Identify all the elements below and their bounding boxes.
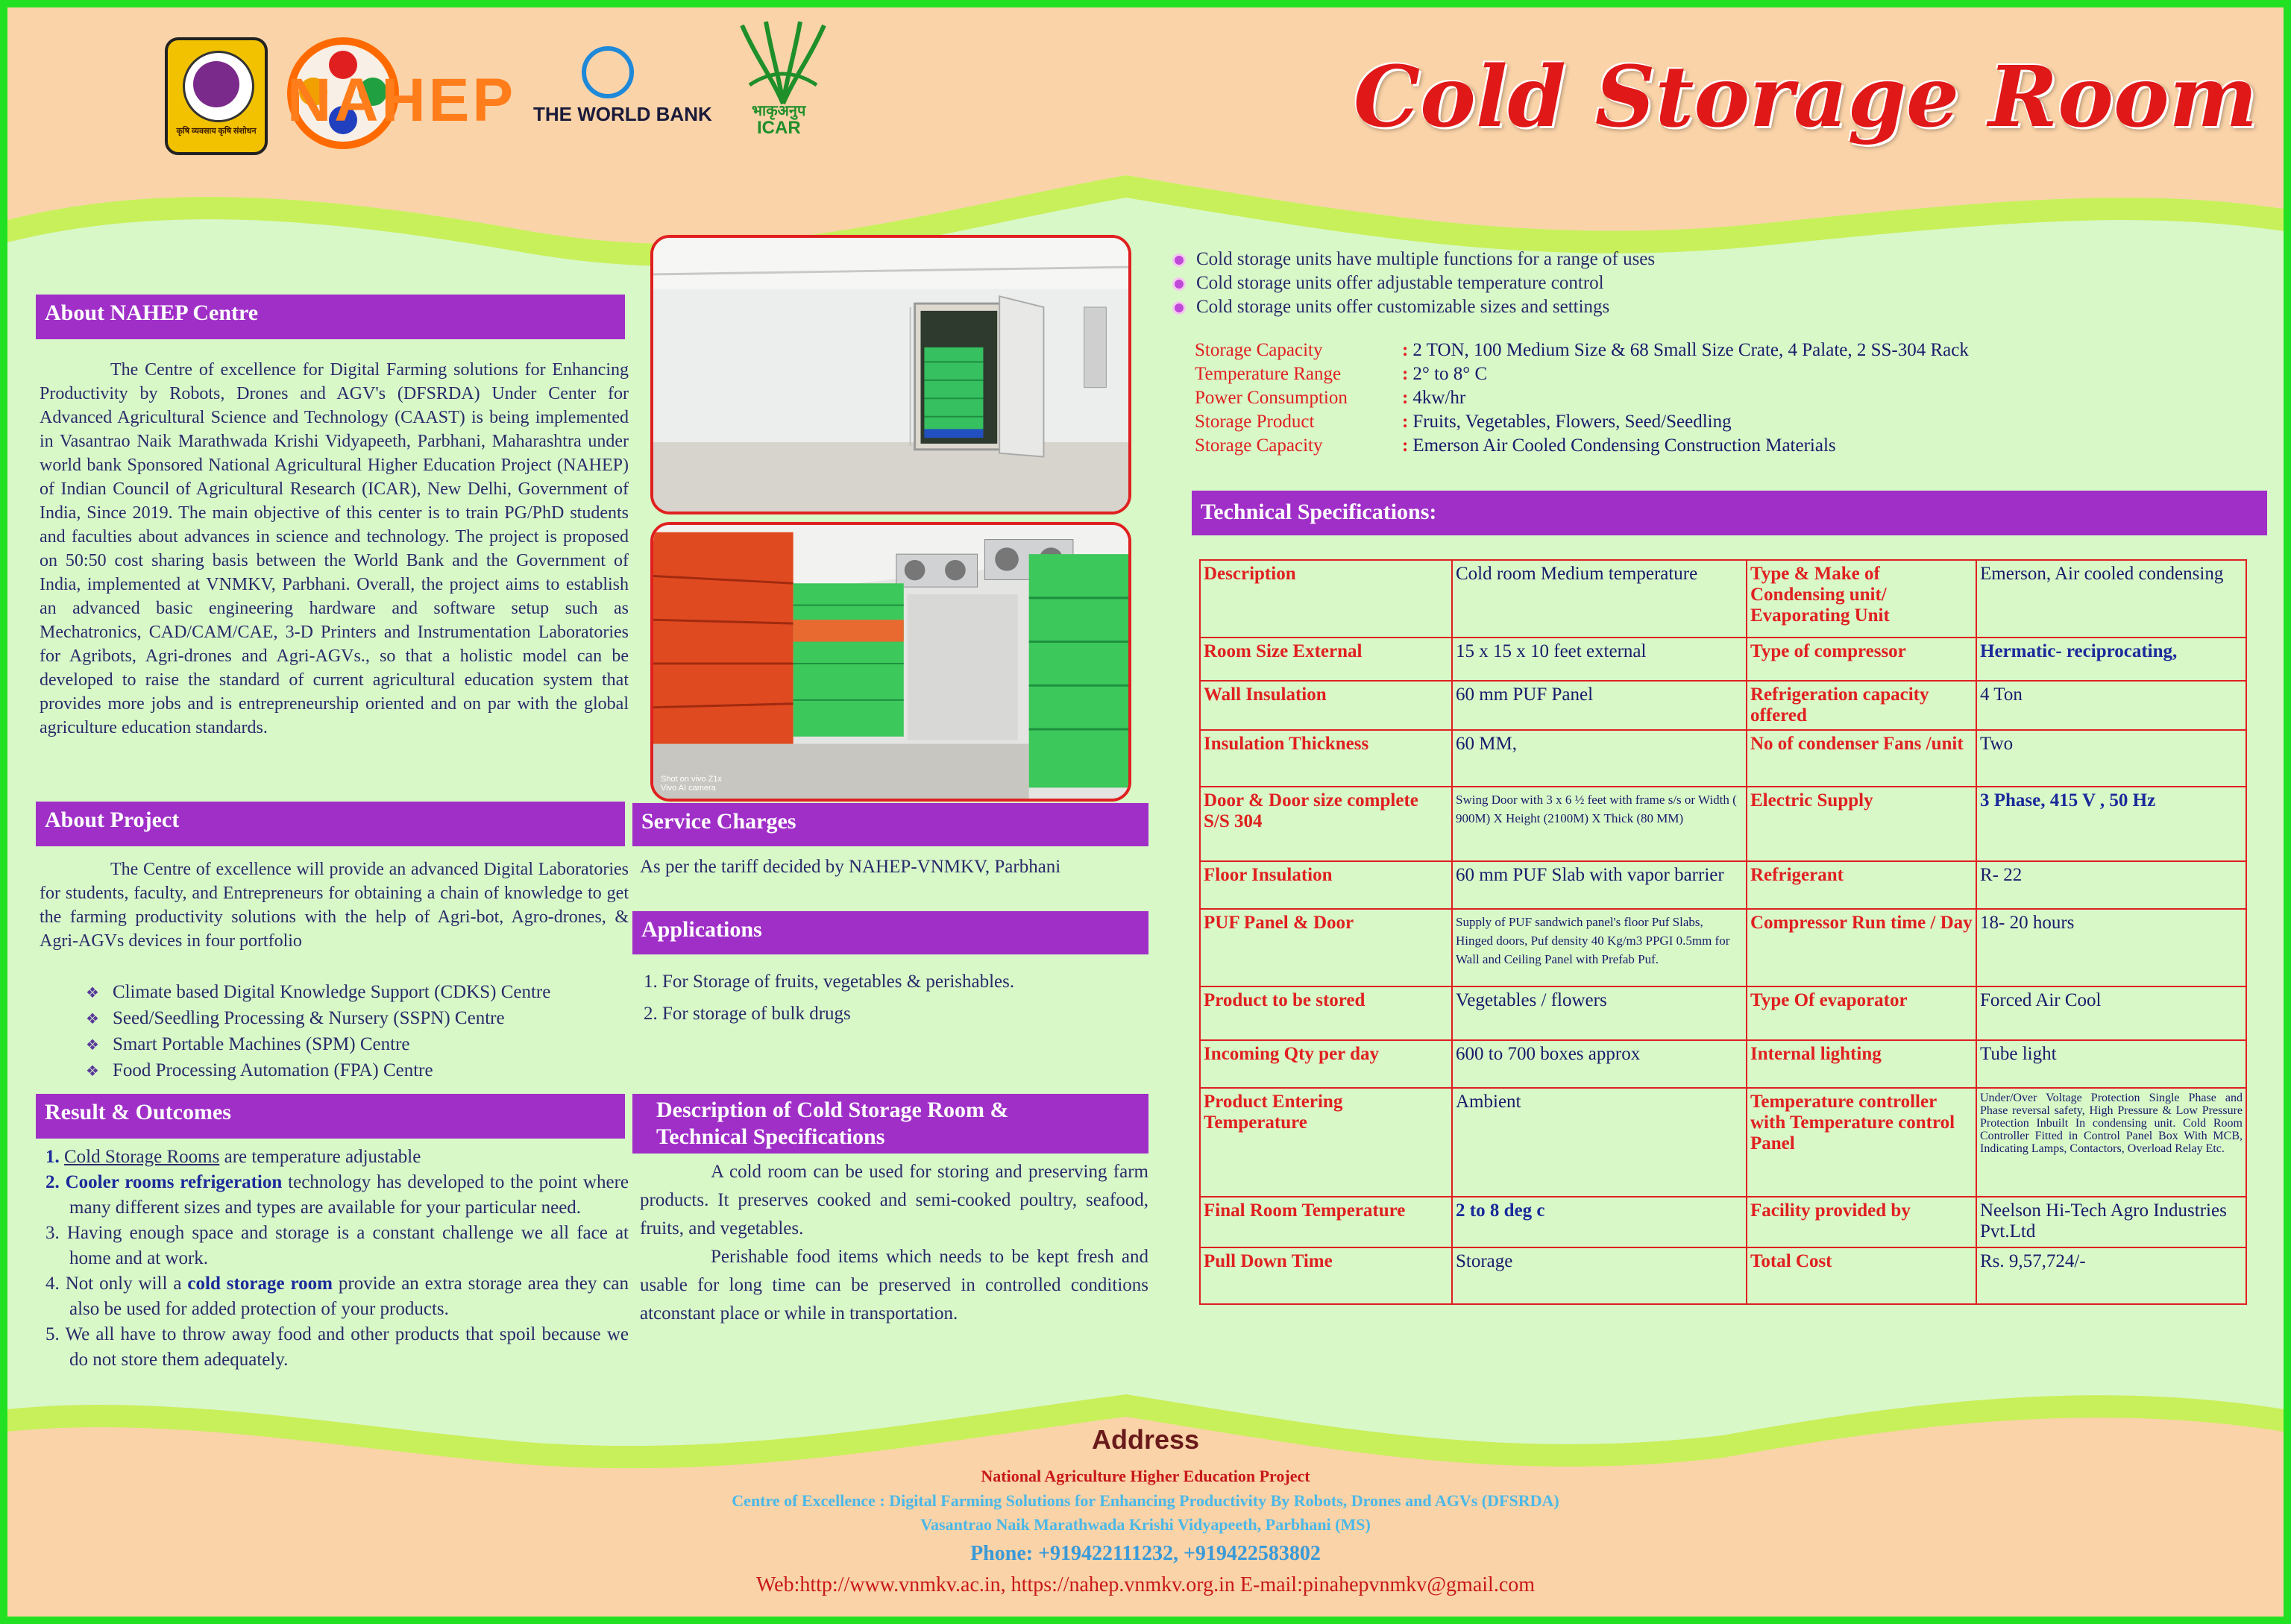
portfolio-list [86, 980, 630, 1084]
about-nahep-heading: About NAHEP Centre [36, 295, 625, 339]
list-item: 1. Cold Storage Rooms are temperature adjustable [45, 1147, 421, 1167]
table-row: Final Room Temperature 2 to 8 deg c Facility provided by Neelson Hi-Tech Agro Industries Pvt.Ltd [1200, 1197, 2246, 1247]
tech-specs-table [1199, 559, 2247, 1305]
cold-room-exterior-photo [650, 235, 1131, 514]
world-bank-globe-icon [582, 46, 634, 98]
results-heading: Result & Outcomes [36, 1094, 625, 1139]
photo-watermark: Shot on vivo Z1x Vivo AI camera [661, 775, 722, 793]
list-item: ❖ Smart Portable Machines (SPM) Centre [86, 1032, 630, 1058]
icar-wheat-icon [727, 18, 839, 107]
page-title: Cold Storage Room [1354, 48, 2258, 146]
list-item: ❖ Food Processing Automation (FPA) Centre [86, 1058, 630, 1084]
icar-logo-text: ICAR [757, 118, 801, 138]
description-paragraph: Perishable food items which needs to be kept fresh and usable for long time can be preserved in controlled conditions atconstant place or while in transportation. [640, 1247, 1148, 1324]
about-project-text [40, 857, 629, 953]
list-item: Cold storage units offer customizable sizes and settings [1172, 295, 1655, 319]
applications-list [644, 966, 1151, 1030]
address-line-centre: Centre of Excellence : Digital Farming Solutions for Enhancing Productivity By Robots, Drones and AGVs (DFSRDA) [732, 1491, 1559, 1510]
table-row: Room Size External 15 x 15 x 10 feet external Type of compressor Hermatic- reciprocating, [1200, 638, 2246, 681]
service-charges-text: As per the tariff decided by NAHEP-VNMKV, Parbhani [640, 857, 1061, 877]
table-row: Product to be stored Vegetables / flowers Type Of evaporator Forced Air Cool [1200, 986, 2246, 1040]
applications-heading: Applications [632, 911, 1148, 954]
table-row: PUF Panel & Door Supply of PUF sandwich panel's floor Puf Slabs, Hinged doors, Puf density 40 Kg/m3 PPGI 0.5mm for Wall and Ceiling Panel with Prefab Puf. Compressor Run time / Day 18- 20 hours [1200, 909, 2246, 986]
results-list [40, 1145, 629, 1373]
list-item: Cold storage units have multiple functions for a range of uses [1172, 248, 1655, 271]
table-row: Temperature Range : 2° to 8° C [1195, 362, 1969, 386]
description-heading [632, 1094, 1148, 1154]
about-project-paragraph: The Centre of excellence will provide an advanced Digital Laboratories for students, faculty, and Entrepreneurs for obtaining a chain of knowledge to get the farming productivity solutions with the help of Agri-bot, Agro-drones, & Agri-AGVs devices in four portfolio [40, 860, 629, 951]
table-row: Product Entering Temperature Ambient Temperature controller with Temperature control Panel Under/Over Voltage Protection Single Phase and Phase reversal safety, High Pressure & Low Pressure Protection Inbuilt In condensing unit. Cold Room Controller Fitted in Control Panel Box With MCB, Indicating Lamps, Contactors, Overload Relay Etc. [1200, 1088, 2246, 1197]
table-row: Pull Down Time Storage Total Cost Rs. 9,57,724/- [1200, 1247, 2246, 1304]
address-heading: Address [1091, 1424, 1200, 1455]
nahep-logo: NAHEP [287, 66, 517, 134]
table-row: Incoming Qty per day 600 to 700 boxes approx Internal lighting Tube light [1200, 1040, 2246, 1088]
world-bank-logo: THE WORLD BANK [533, 103, 712, 125]
table-row: Insulation Thickness 60 MM, No of condenser Fans /unit Two [1200, 730, 2246, 787]
description-text [640, 1158, 1148, 1328]
about-nahep-text [40, 358, 629, 740]
list-item: ❖ Climate based Digital Knowledge Support (CDKS) Centre [86, 980, 630, 1006]
address-web-email: Web:http://www.vnmkv.ac.in, https://nahep.vnmkv.org.in E-mail:pinahepvnmkv@gmail.com [755, 1573, 1536, 1596]
vnmkv-seal-logo [165, 37, 268, 155]
about-project-heading: About Project [36, 802, 625, 846]
list-item: 4. Not only will a cold storage room provide an extra storage area they can also be used for added protection of your products. [45, 1274, 629, 1319]
table-row: Floor Insulation 60 mm PUF Slab with vapor barrier Refrigerant R- 22 [1200, 861, 2246, 909]
address-line-university: Vasantrao Naik Marathwada Krishi Vidyapeeth, Parbhani (MS) [920, 1515, 1371, 1534]
list-item: 1. For Storage of fruits, vegetables & perishables. [644, 972, 1015, 992]
list-item: ❖ Seed/Seedling Processing & Nursery (SSPN) Centre [86, 1006, 630, 1032]
seal-motto: कृषि व्यवसाय कृषि संशोधन [176, 127, 257, 136]
description-paragraph: A cold room can be used for storing and preserving farm products. It preserves cooked and semi-cooked poultry, seafood, fruits, and vegetables. [640, 1162, 1148, 1239]
table-row: Power Consumption : 4kw/hr [1195, 386, 1969, 410]
address-phone: Phone: +919422111232, +919422583802 [970, 1542, 1321, 1565]
features-list [1172, 248, 1655, 319]
description-heading-line: Description of Cold Storage Room & [656, 1098, 1009, 1122]
list-item: 2. Cooler rooms refrigeration technology has developed to the point where many different sizes and types are available for your particular need. [45, 1172, 629, 1218]
list-item: Cold storage units offer adjustable temperature control [1172, 271, 1655, 295]
table-row: Description Cold room Medium temperature Type & Make of Condensing unit/ Evaporating Unit Emerson, Air cooled condensing [1200, 560, 2246, 638]
list-item: 3. Having enough space and storage is a constant challenge we all face at home and at work. [45, 1223, 629, 1268]
table-row: Storage Capacity : 2 TON, 100 Medium Size & 68 Small Size Crate, 4 Palate, 2 SS-304 Rack [1195, 339, 1969, 362]
table-row: Storage Product : Fruits, Vegetables, Flowers, Seed/Seedling [1195, 410, 1969, 434]
table-row: Storage Capacity : Emerson Air Cooled Condensing Construction Materials [1195, 434, 1969, 458]
table-row: Wall Insulation 60 mm PUF Panel Refrigeration capacity offered 4 Ton [1200, 681, 2246, 730]
list-item: 2. For storage of bulk drugs [644, 1004, 851, 1024]
service-charges-heading: Service Charges [632, 803, 1148, 846]
table-row: Door & Door size complete S/S 304 Swing Door with 3 x 6 ½ feet with frame s/s or Width ( 900M) X Height (2100M) X Thick (80 MM) Electric Supply 3 Phase, 415 V , 50 Hz [1200, 787, 2246, 861]
list-item: 5. We all have to throw away food and other products that spoil because we do not store them adequately. [45, 1324, 629, 1370]
capacity-table [1195, 339, 1969, 458]
about-nahep-paragraph: The Centre of excellence for Digital Farming solutions for Enhancing Productivity by Robots, Drones and AGV's (DFSRDA) Under Center for Advanced Agricultural Science and Technology (CAAST) is being implemented in Vasantrao Naik Marathwada Krishi Vidyapeeth, Parbhani, Maharashtra under world bank Sponsored National Agricultural Higher Education Project (NAHEP) of Indian Council of Agricultural Research (ICAR), New Delhi, Government of India, Since 2019. The main objective of this center is to train PG/PhD students and faculties about advances in science and technology. The project is proposed on 50:50 cost sharing basis between the World Bank and the Government of India, implemented at VNMKV, Parbhani. Overall, the project aims to establish an advanced basic engineering hardware and software setup such as Mechatronics, CAD/CAM/CAE, 3-D Printers and Instrumentation Laboratories for Agribots, Agri-drones and Agri-AGVs., so that a holistic model can be developed to raise the standard of current agricultural education system that provides more jobs and is entrepreneurship oriented and on par with the global agriculture education standards. [40, 360, 629, 737]
cold-room-interior-photo [650, 522, 1131, 802]
address-line-org: National Agriculture Higher Education Project [981, 1467, 1310, 1485]
description-heading-line: Technical Specifications [656, 1124, 885, 1149]
icar-hindi-text: भाकृअनुप [752, 103, 806, 119]
tech-specs-heading: Technical Specifications: [1192, 491, 2267, 535]
